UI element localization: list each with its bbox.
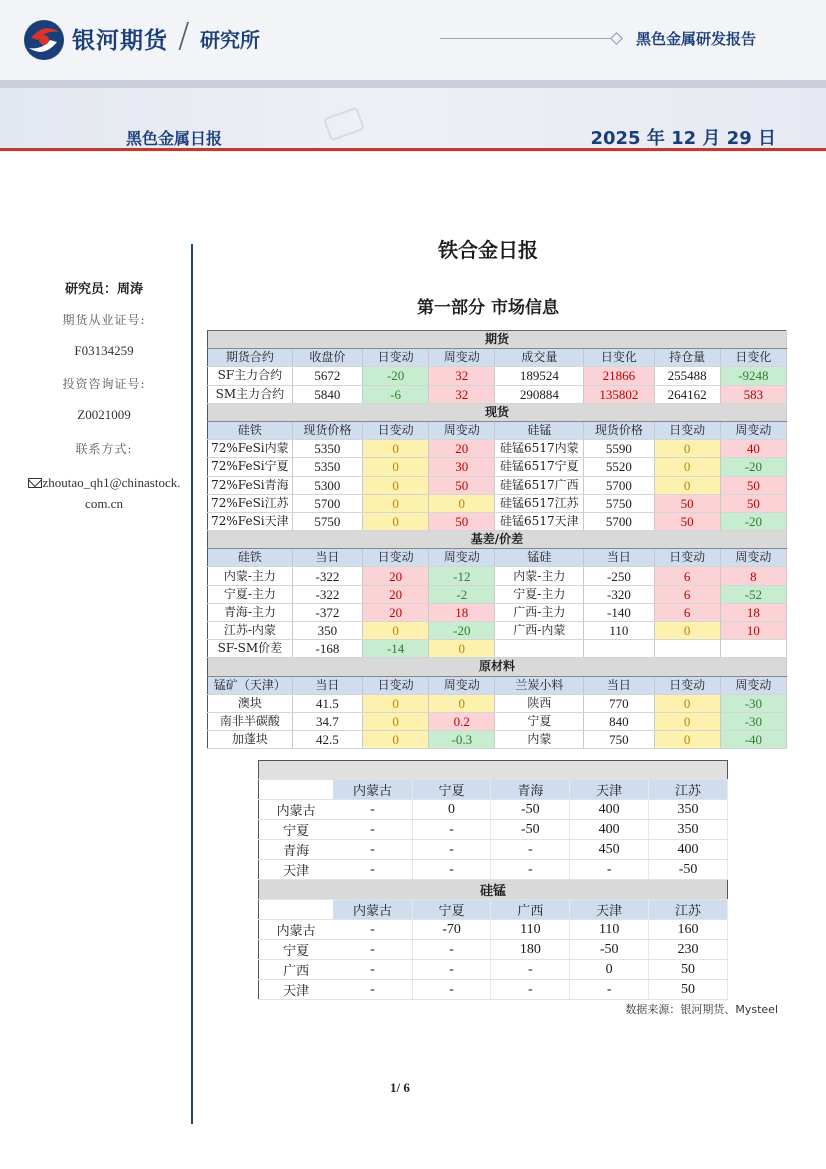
table-cell: 南非半碳酸 <box>208 712 293 730</box>
column-header: 当日 <box>584 676 654 694</box>
table-cell: 0 <box>654 694 720 712</box>
table-cell: 20 <box>363 585 429 603</box>
table-row <box>208 512 787 530</box>
email-line-2: com.cn <box>85 496 123 511</box>
table-cell: - <box>570 980 649 1000</box>
table-cell: 20 <box>363 567 429 585</box>
table-cell: - <box>333 840 412 860</box>
table-cell: 110 <box>584 622 654 640</box>
table-cell: -20 <box>363 367 429 385</box>
column-header: 内蒙古 <box>333 780 412 800</box>
row-header: 天津 <box>259 980 334 1000</box>
table-cell: 宁夏-主力 <box>495 585 584 603</box>
table-cell: 5350 <box>292 458 362 476</box>
table-cell: 18 <box>720 603 786 621</box>
table-cell: 加蓬块 <box>208 731 293 749</box>
table-cell: 50 <box>654 494 720 512</box>
report-category: 黑色金属研发报告 <box>636 30 757 48</box>
table-cell: 广西-主力 <box>495 603 584 621</box>
basis-section-row <box>208 531 787 549</box>
company-logo-icon <box>22 18 66 62</box>
table-cell: 宁夏-主力 <box>208 585 293 603</box>
table-row <box>208 603 787 621</box>
table-cell: 内蒙 <box>495 731 584 749</box>
sidebar-divider <box>191 244 193 1124</box>
table-cell: 8 <box>720 567 786 585</box>
header-stripe <box>0 80 826 88</box>
table-cell: 0 <box>654 731 720 749</box>
spread_sf-header-row <box>259 780 728 800</box>
table-cell: -14 <box>363 640 429 658</box>
column-header: 江苏 <box>649 780 728 800</box>
raw-section-title: 原材料 <box>208 658 787 676</box>
header-guide-line <box>440 38 616 39</box>
table-cell: -372 <box>292 603 362 621</box>
column-header: 成交量 <box>495 349 584 367</box>
table-row <box>259 820 728 840</box>
basis-section-title: 基差/价差 <box>208 531 787 549</box>
column-header: 现货价格 <box>584 421 654 439</box>
table-cell: - <box>333 920 412 940</box>
table-cell: - <box>333 960 412 980</box>
column-header: 周变动 <box>429 549 495 567</box>
row-header: 天津 <box>259 860 334 880</box>
table-cell: 硅锰6517江苏 <box>495 494 584 512</box>
table-cell: 350 <box>649 820 728 840</box>
band-cell <box>259 761 728 780</box>
table-cell: 0 <box>363 622 429 640</box>
table-row <box>208 385 787 403</box>
table-cell: 澳块 <box>208 694 293 712</box>
table-row <box>208 476 787 494</box>
table-cell: 5590 <box>584 440 654 458</box>
table-cell <box>584 640 654 658</box>
table-cell: - <box>333 980 412 1000</box>
column-header: 当日 <box>292 676 362 694</box>
table-cell: 180 <box>491 940 570 960</box>
table-cell: 72%FeSi青海 <box>208 476 293 494</box>
raw-header-row <box>208 676 787 694</box>
table-row <box>259 840 728 860</box>
column-header: 持仓量 <box>654 349 720 367</box>
table-cell: 400 <box>649 840 728 860</box>
table-cell: - <box>333 800 412 820</box>
table-cell: 189524 <box>495 367 584 385</box>
table-cell: 0 <box>363 458 429 476</box>
column-header: 锰矿（天津） <box>208 676 293 694</box>
table-cell: -20 <box>429 622 495 640</box>
column-header: 现货价格 <box>292 421 362 439</box>
row-header: 内蒙古 <box>259 920 334 940</box>
column-header: 宁夏 <box>412 780 491 800</box>
table-cell: 32 <box>429 385 495 403</box>
table-cell: 宁夏 <box>495 712 584 730</box>
table-cell: - <box>412 860 491 880</box>
table-cell: SF主力合约 <box>208 367 293 385</box>
table-cell: 0 <box>363 440 429 458</box>
table-cell: 255488 <box>654 367 720 385</box>
table-row <box>259 860 728 880</box>
table-cell: 6 <box>654 603 720 621</box>
table-cell: -322 <box>292 585 362 603</box>
table-cell: 400 <box>570 820 649 840</box>
table-cell: -20 <box>720 458 786 476</box>
table-row <box>208 494 787 512</box>
table-cell: -0.3 <box>429 731 495 749</box>
regional-spread-table <box>258 760 728 1000</box>
table-cell: 0 <box>429 694 495 712</box>
table-cell: 264162 <box>654 385 720 403</box>
consult-license-number: Z0021009 <box>77 407 131 422</box>
mail-icon <box>28 478 42 488</box>
column-header: 日变化 <box>584 349 654 367</box>
table-cell: -6 <box>363 385 429 403</box>
column-header: 宁夏 <box>412 900 491 920</box>
table-cell: -140 <box>584 603 654 621</box>
column-header: 内蒙古 <box>333 900 412 920</box>
table-cell: 0 <box>363 712 429 730</box>
column-header: 青海 <box>491 780 570 800</box>
report-name: 黑色金属日报 <box>126 129 223 148</box>
spot-section-title: 现货 <box>208 403 787 421</box>
column-header: 硅铁 <box>208 549 293 567</box>
table-cell: 135802 <box>584 385 654 403</box>
column-header: 日变动 <box>363 421 429 439</box>
column-header: 硅铁 <box>208 421 293 439</box>
contact-label: 联系方式: <box>75 442 133 456</box>
market-info-table <box>207 330 787 749</box>
silicomanganese-section-row <box>259 880 728 900</box>
table-cell: 硅锰6517内蒙 <box>495 440 584 458</box>
table-cell: 290884 <box>495 385 584 403</box>
futures-header-row <box>208 349 787 367</box>
column-header: 周变动 <box>720 676 786 694</box>
table-cell: 50 <box>720 494 786 512</box>
row-header: 广西 <box>259 960 334 980</box>
table-cell: - <box>491 960 570 980</box>
futures-section-title: 期货 <box>208 331 787 349</box>
license-number: F03134259 <box>74 343 134 358</box>
table-cell: 0 <box>363 694 429 712</box>
column-header: 天津 <box>570 900 649 920</box>
table-cell: -50 <box>649 860 728 880</box>
table-cell: 青海-主力 <box>208 603 293 621</box>
futures-section-row <box>208 331 787 349</box>
table-cell: -320 <box>584 585 654 603</box>
table-cell: 160 <box>649 920 728 940</box>
table-row <box>208 458 787 476</box>
spot-section-row <box>208 403 787 421</box>
table-cell: 硅锰6517天津 <box>495 512 584 530</box>
table-cell: 内蒙-主力 <box>495 567 584 585</box>
table-cell: -50 <box>570 940 649 960</box>
institute-name: 研究所 <box>200 28 260 52</box>
column-header: 日变动 <box>654 549 720 567</box>
column-header: 周变动 <box>720 421 786 439</box>
table-cell: - <box>491 860 570 880</box>
table-cell: 750 <box>584 731 654 749</box>
table-cell: 5700 <box>584 512 654 530</box>
table-cell: 110 <box>570 920 649 940</box>
table-row <box>259 980 728 1000</box>
report-date: 2025 年 12 月 29 日 <box>590 128 776 149</box>
license-label: 期货从业证号: <box>62 313 146 327</box>
table-row <box>208 731 787 749</box>
table-cell: 30 <box>429 458 495 476</box>
table-cell: -2 <box>429 585 495 603</box>
table-cell: 21866 <box>584 367 654 385</box>
table-cell: 20 <box>429 440 495 458</box>
table-cell: - <box>412 980 491 1000</box>
table-cell: 50 <box>429 512 495 530</box>
table-cell: - <box>333 860 412 880</box>
table-cell: 6 <box>654 567 720 585</box>
table-row <box>208 694 787 712</box>
table-cell: -40 <box>720 731 786 749</box>
table-cell: - <box>333 940 412 960</box>
table-cell: 陕西 <box>495 694 584 712</box>
column-header: 日变动 <box>363 676 429 694</box>
spread_sm-header-row <box>259 900 728 920</box>
section-title: 第一部分 市场信息 <box>417 298 559 318</box>
table-cell: -52 <box>720 585 786 603</box>
table-cell: 广西-内蒙 <box>495 622 584 640</box>
corner-cell <box>259 900 334 920</box>
column-header: 当日 <box>292 549 362 567</box>
table-row <box>208 622 787 640</box>
raw-section-row <box>208 658 787 676</box>
column-header: 当日 <box>584 549 654 567</box>
table-cell <box>654 640 720 658</box>
table-cell: 0.2 <box>429 712 495 730</box>
consult-license-label: 投资咨询证号: <box>62 377 146 391</box>
table-row <box>259 960 728 980</box>
corner-cell <box>259 780 334 800</box>
table-cell: 72%FeSi江苏 <box>208 494 293 512</box>
report-header <box>0 0 826 152</box>
spot-header-row <box>208 421 787 439</box>
column-header: 硅锰 <box>495 421 584 439</box>
table-cell: 110 <box>491 920 570 940</box>
table-cell: 5750 <box>292 512 362 530</box>
table-cell: -30 <box>720 694 786 712</box>
table-cell: 5520 <box>584 458 654 476</box>
table-cell: - <box>491 840 570 860</box>
table-cell: 0 <box>429 640 495 658</box>
table-cell: 840 <box>584 712 654 730</box>
table-cell: 0 <box>654 712 720 730</box>
row-header: 宁夏 <box>259 820 334 840</box>
spread-top-band <box>259 761 728 780</box>
column-header: 周变动 <box>429 676 495 694</box>
data-source: 数据来源：银河期货、Mysteel <box>625 1003 778 1016</box>
table-cell: 583 <box>720 385 786 403</box>
column-header: 江苏 <box>649 900 728 920</box>
table-cell: 230 <box>649 940 728 960</box>
table-cell: 5300 <box>292 476 362 494</box>
table-cell: 5700 <box>584 476 654 494</box>
table-cell: 5350 <box>292 440 362 458</box>
table-cell: - <box>412 840 491 860</box>
table-cell: - <box>570 860 649 880</box>
table-cell: SF-SM价差 <box>208 640 293 658</box>
analyst-name: 研究员：周涛 <box>64 282 143 297</box>
column-header: 日变动 <box>363 549 429 567</box>
table-cell: 硅锰6517广西 <box>495 476 584 494</box>
table-cell: 40 <box>720 440 786 458</box>
table-cell: 350 <box>292 622 362 640</box>
column-header: 周变动 <box>429 421 495 439</box>
table-cell: 41.5 <box>292 694 362 712</box>
table-row <box>259 940 728 960</box>
table-cell: 450 <box>570 840 649 860</box>
table-cell: - <box>333 820 412 840</box>
table-row <box>208 567 787 585</box>
table-cell: -30 <box>720 712 786 730</box>
table-cell: 6 <box>654 585 720 603</box>
company-name: 银河期货 <box>72 28 168 54</box>
table-cell: -50 <box>491 820 570 840</box>
table-cell <box>495 640 584 658</box>
table-cell: 50 <box>654 512 720 530</box>
document-title: 铁合金日报 <box>438 238 538 262</box>
email-line-1: zhoutao_qh1@chinastock. <box>42 475 181 490</box>
table-cell: 72%FeSi内蒙 <box>208 440 293 458</box>
table-cell: -250 <box>584 567 654 585</box>
table-cell: 5840 <box>292 385 362 403</box>
table-cell: 5750 <box>584 494 654 512</box>
table-cell: 0 <box>363 494 429 512</box>
page-number: 1/ 6 <box>390 1080 410 1095</box>
table-cell: - <box>412 960 491 980</box>
table-cell: -70 <box>412 920 491 940</box>
table-cell: 42.5 <box>292 731 362 749</box>
table-row <box>208 640 787 658</box>
column-header: 兰炭小料 <box>495 676 584 694</box>
table-cell: SM主力合约 <box>208 385 293 403</box>
basis-header-row <box>208 549 787 567</box>
table-cell: -50 <box>491 800 570 820</box>
table-cell: 内蒙-主力 <box>208 567 293 585</box>
column-header: 日变化 <box>720 349 786 367</box>
table-cell: 34.7 <box>292 712 362 730</box>
table-cell: 10 <box>720 622 786 640</box>
table-cell: 770 <box>584 694 654 712</box>
table-cell: - <box>491 980 570 1000</box>
table-cell: - <box>412 940 491 960</box>
column-header: 日变动 <box>654 421 720 439</box>
table-cell: 20 <box>363 603 429 621</box>
table-row <box>208 440 787 458</box>
table-cell: -168 <box>292 640 362 658</box>
table-cell: 72%FeSi宁夏 <box>208 458 293 476</box>
table-cell: 400 <box>570 800 649 820</box>
table-cell: 0 <box>570 960 649 980</box>
table-row <box>259 920 728 940</box>
column-header: 锰硅 <box>495 549 584 567</box>
table-cell: 50 <box>429 476 495 494</box>
table-cell: -9248 <box>720 367 786 385</box>
column-header: 收盘价 <box>292 349 362 367</box>
table-cell: 18 <box>429 603 495 621</box>
table-cell: 江苏-内蒙 <box>208 622 293 640</box>
column-header: 广西 <box>491 900 570 920</box>
table-cell: 5672 <box>292 367 362 385</box>
table-cell: 硅锰6517宁夏 <box>495 458 584 476</box>
row-header: 宁夏 <box>259 940 334 960</box>
table-row <box>208 585 787 603</box>
table-row <box>259 800 728 820</box>
table-cell: 50 <box>649 960 728 980</box>
table-cell: - <box>412 820 491 840</box>
table-row <box>208 712 787 730</box>
table-row <box>208 367 787 385</box>
row-header: 内蒙古 <box>259 800 334 820</box>
column-header: 期货合约 <box>208 349 293 367</box>
table-cell: 0 <box>429 494 495 512</box>
table-cell: 5700 <box>292 494 362 512</box>
column-header: 日变动 <box>654 676 720 694</box>
table-cell: 50 <box>720 476 786 494</box>
row-header: 青海 <box>259 840 334 860</box>
table-cell: 0 <box>654 440 720 458</box>
table-cell: 0 <box>363 731 429 749</box>
contact-email[interactable] <box>18 472 190 514</box>
table-cell: 0 <box>363 476 429 494</box>
column-header: 日变动 <box>363 349 429 367</box>
table-cell: 0 <box>363 512 429 530</box>
column-header: 周变动 <box>720 549 786 567</box>
table-cell: 0 <box>654 622 720 640</box>
column-header: 周变动 <box>429 349 495 367</box>
table-cell: 50 <box>649 980 728 1000</box>
logo-divider: / <box>178 16 190 56</box>
table-cell: 72%FeSi天津 <box>208 512 293 530</box>
silicomanganese-section-title: 硅锰 <box>259 880 728 900</box>
table-cell <box>720 640 786 658</box>
table-cell: -20 <box>720 512 786 530</box>
table-cell: 350 <box>649 800 728 820</box>
column-header: 天津 <box>570 780 649 800</box>
table-cell: 0 <box>654 458 720 476</box>
table-cell: 0 <box>412 800 491 820</box>
table-cell: 32 <box>429 367 495 385</box>
table-cell: -12 <box>429 567 495 585</box>
table-cell: -322 <box>292 567 362 585</box>
table-cell: 0 <box>654 476 720 494</box>
